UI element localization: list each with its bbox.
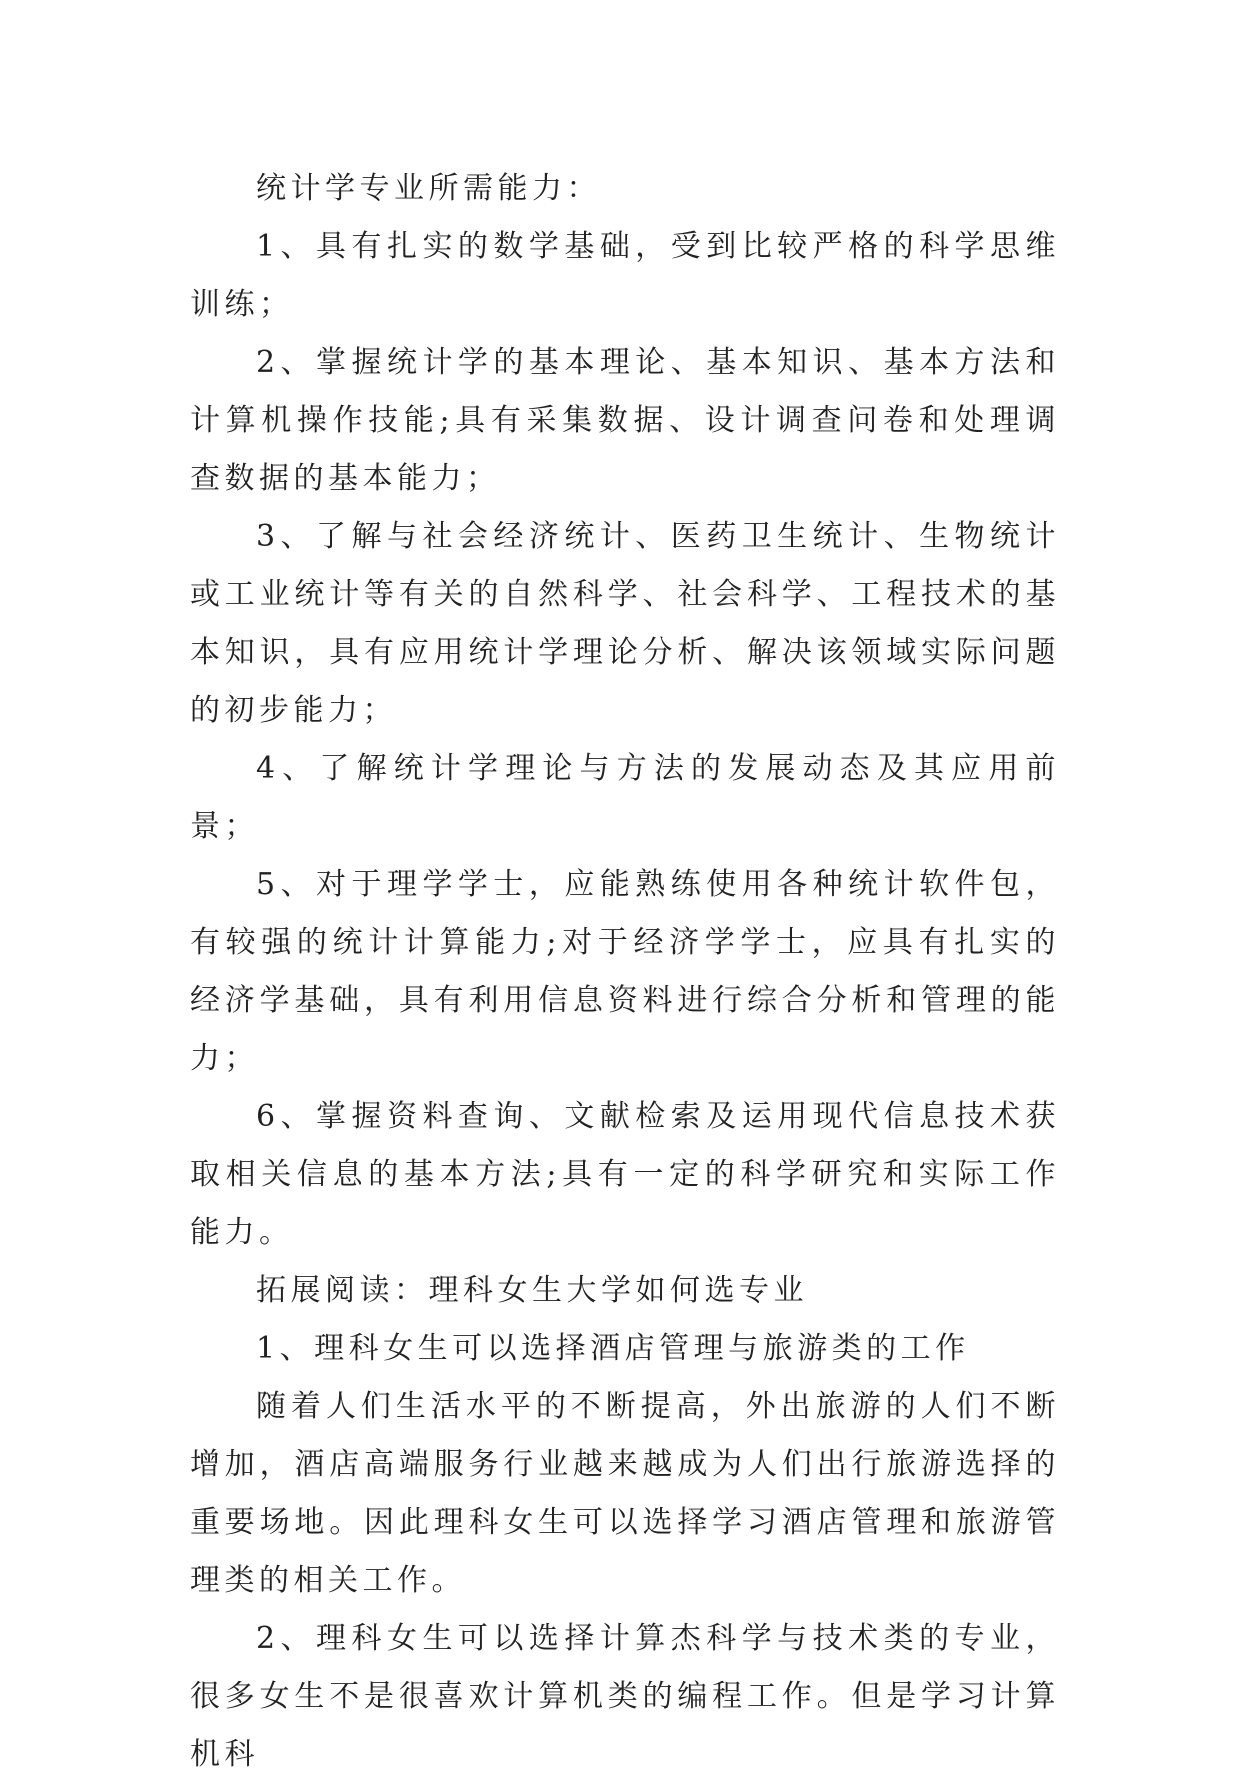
document-body [190, 160, 1060, 1784]
ability-item-5: 5、对于理学学士，应能熟练使用各种统计软件包，有较强的统计计算能力;对于经济学学士，应具有扎实的经济学基础，具有利用信息资料进行综合分析和管理的能力； [190, 867, 1060, 1076]
ability-item-2: 2、掌握统计学的基本理论、基本知识、基本方法和计算机操作技能;具有采集数据、设计调查问卷和处理调查数据的基本能力； [190, 345, 1060, 496]
heading-statistics-abilities: 统计学专业所需能力： [256, 171, 601, 206]
heading-extended-reading: 拓展阅读：理科女生大学如何选专业 [256, 1273, 808, 1308]
ability-item-4: 4、了解统计学理论与方法的发展动态及其应用前景； [190, 751, 1060, 844]
major-option-1-title: 1、理科女生可以选择酒店管理与旅游类的工作 [256, 1331, 970, 1366]
ability-item-1: 1、具有扎实的数学基础，受到比较严格的科学思维训练； [190, 229, 1060, 322]
ability-item-3: 3、了解与社会经济统计、医药卫生统计、生物统计或工业统计等有关的自然科学、社会科学、工程技术的基本知识，具有应用统计学理论分析、解决该领域实际问题的初步能力； [190, 519, 1060, 728]
major-option-2-body: 2、理科女生可以选择计算杰科学与技术类的专业，很多女生不是很喜欢计算机类的编程工作。但是学习计算机科 [190, 1621, 1060, 1772]
major-option-1-body: 随着人们生活水平的不断提高，外出旅游的人们不断增加，酒店高端服务行业越来越成为人们出行旅游选择的重要场地。因此理科女生可以选择学习酒店管理和旅游管理类的相关工作。 [190, 1389, 1060, 1598]
ability-item-6: 6、掌握资料查询、文献检索及运用现代信息技术获取相关信息的基本方法;具有一定的科学研究和实际工作能力。 [190, 1099, 1060, 1250]
